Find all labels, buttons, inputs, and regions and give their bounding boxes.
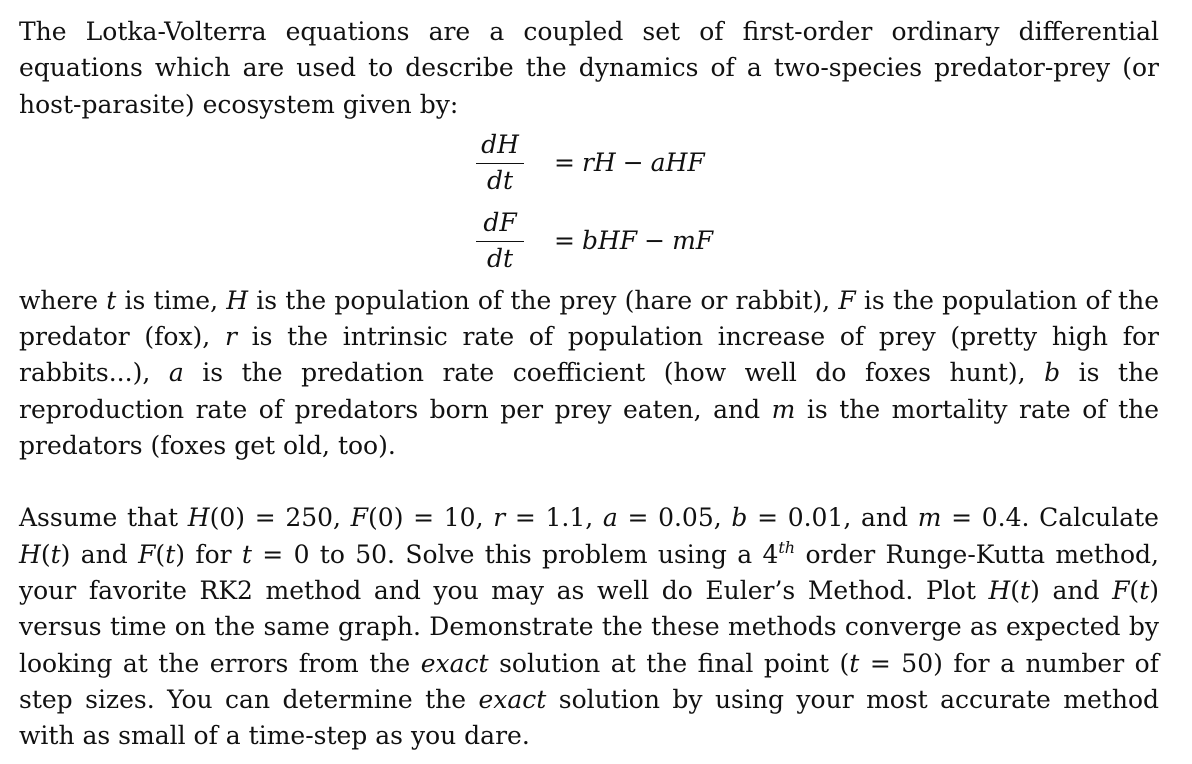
text: is the intrinsic rate of population increase of prey (pretty high for rabbits...),	[19, 322, 1159, 388]
text: (	[1129, 575, 1140, 605]
text: = 0 to 50. Solve this problem using a 4	[251, 539, 779, 569]
variable: H	[187, 503, 210, 533]
equation-rhs	[547, 145, 705, 181]
text: (	[155, 539, 166, 569]
variable: H	[226, 285, 249, 315]
text: = 50) for a number of step sizes. You can determine the	[19, 648, 1159, 714]
term: rH	[581, 147, 616, 177]
text: (	[1010, 575, 1021, 605]
variable: r	[493, 503, 506, 533]
derivative-dH-dt	[475, 127, 525, 198]
superscript: th	[778, 537, 796, 557]
variable: F	[350, 503, 369, 533]
text: and	[1039, 575, 1113, 605]
text: = 1.1,	[505, 503, 603, 533]
text: order Runge-Kutta method, your favorite RK2 method and you may as well do Euler’s Method. Plot	[19, 539, 1159, 605]
text: is the mortality rate of the predators (foxes get old, too).	[19, 394, 1160, 461]
term: aHF	[650, 147, 705, 177]
variable: F	[1112, 575, 1130, 605]
variable: t	[106, 285, 117, 315]
text: for	[185, 539, 242, 569]
variable: H	[988, 575, 1011, 605]
variable: t	[241, 539, 252, 569]
text: versus time on the same graph. Demonstrate the these methods converge as expected by looking at the errors from the	[19, 612, 1159, 678]
text: Assume that	[19, 503, 188, 533]
variable: b	[1044, 358, 1061, 388]
equals-sign: =	[554, 225, 575, 255]
text: solution at the final point (	[488, 648, 850, 678]
fraction-denominator: dt	[486, 243, 514, 273]
term: mF	[672, 225, 714, 255]
variable: t	[165, 539, 176, 569]
variable: H	[19, 539, 41, 569]
text: is time,	[116, 285, 227, 315]
equation-predator	[19, 205, 1159, 283]
term: bHF	[581, 225, 638, 255]
text: where	[19, 285, 107, 315]
text: = 0.05,	[617, 503, 732, 533]
definitions-paragraph	[19, 283, 1159, 464]
variable: t	[1020, 575, 1031, 605]
equation-rhs	[547, 223, 713, 259]
emphasis: exact	[420, 648, 489, 678]
text: is the reproduction rate of predators born per prey eaten, and	[19, 358, 1159, 424]
paragraph-gap	[19, 464, 1159, 500]
fraction-numerator: dF	[483, 207, 517, 237]
text: is the population of the prey (hare or rabbit),	[248, 285, 839, 315]
text: is the population of the predator (fox),	[19, 285, 1159, 352]
variable: F	[138, 539, 156, 569]
variable: m	[771, 394, 796, 424]
equation-block	[19, 127, 1159, 283]
minus-sign: −	[622, 147, 644, 177]
variable: a	[168, 358, 184, 388]
fraction-numerator: dH	[481, 129, 519, 159]
variable: t	[1139, 575, 1150, 605]
variable: t	[849, 648, 860, 678]
equation-prey	[19, 127, 1159, 205]
text: (	[40, 539, 51, 569]
emphasis: exact	[478, 684, 547, 714]
variable: r	[224, 322, 237, 352]
text: (0) = 10,	[368, 503, 494, 533]
text: )	[175, 539, 185, 569]
intro-text: The Lotka-Volterra equations are a coupled set of first-order ordinary differential equations which are used to describe the dynamics of a two-species predator-prey (or host-parasite) ecosystem given by:	[19, 17, 1159, 119]
text: = 0.01, and	[747, 503, 918, 533]
variable: t	[50, 539, 61, 569]
intro-paragraph	[19, 14, 1159, 123]
assignment-paragraph	[19, 500, 1159, 754]
derivative-dF-dt	[475, 205, 525, 276]
variable: a	[602, 503, 618, 533]
text: )	[60, 539, 71, 569]
fraction-denominator: dt	[486, 165, 514, 195]
text: (0) = 250,	[209, 503, 351, 533]
text: and	[70, 539, 139, 569]
text: solution by using your most accurate method with as small of a time-step as you dare.	[19, 684, 1159, 751]
text: = 0.4. Calculate	[941, 503, 1159, 533]
minus-sign: −	[644, 225, 666, 255]
text: )	[1149, 575, 1159, 605]
equals-sign: =	[554, 147, 575, 177]
variable: b	[731, 503, 748, 533]
variable: m	[917, 503, 942, 533]
text: is the predation rate coefficient (how well do foxes hunt),	[183, 358, 1045, 388]
text: )	[1030, 575, 1040, 605]
variable: F	[838, 285, 856, 315]
